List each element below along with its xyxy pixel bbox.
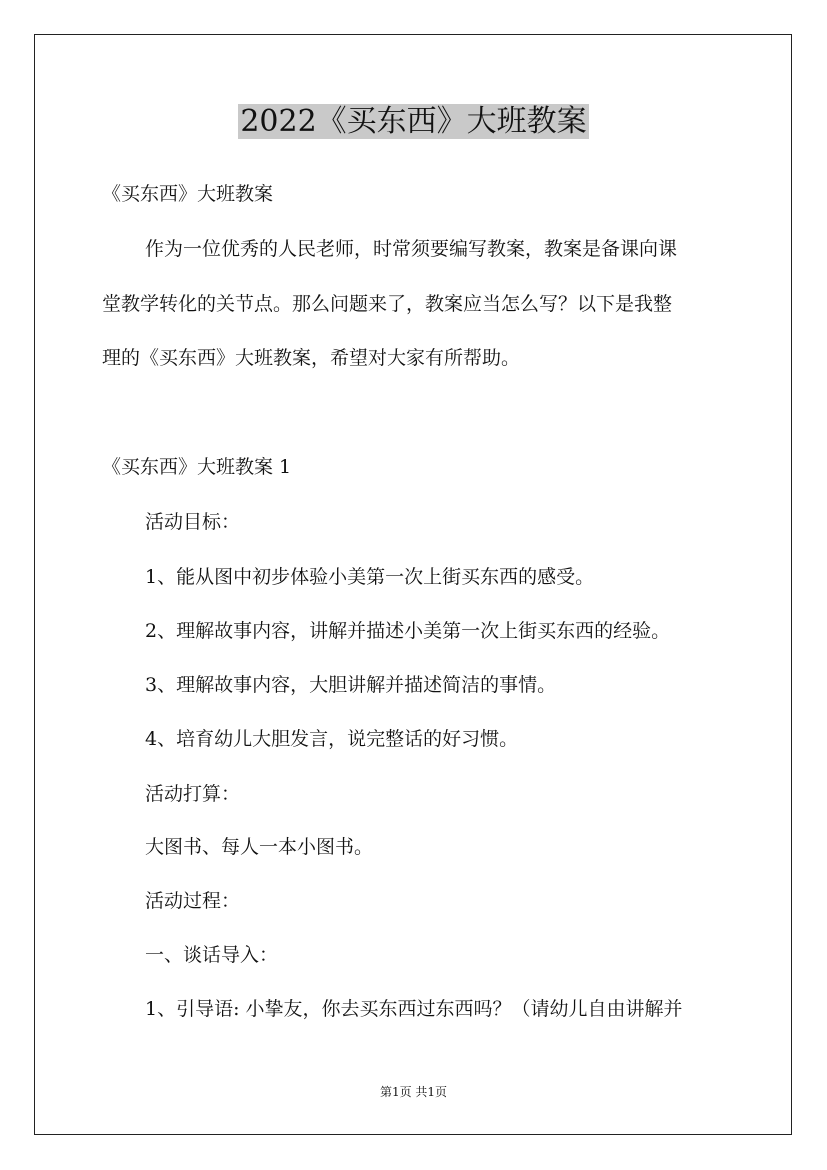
step1-label: 一、谈话导入： (145, 944, 279, 966)
step1-text: 1、引导语: 小挚友，你去买东西过东西吗？（请幼儿自由讲解并 (145, 998, 683, 1020)
process-label: 活动过程： (145, 890, 241, 912)
intro-line-3: 理的《买东西》大班教案，希望对大家有所帮助。 (102, 347, 521, 369)
document-title: 2022《买东西》大班教案 (240, 104, 587, 139)
goal-item-3: 3、理解故事内容，大胆讲解并描述简洁的事情。 (145, 674, 557, 696)
goal-item-2: 2、理解故事内容，讲解并描述小美第一次上街买东西的经验。 (145, 620, 671, 642)
goal-item-1: 1、能从图中初步体验小美第一次上街买东西的感受。 (145, 566, 595, 588)
intro-line-2: 堂教学转化的关节点。那么问题来了，教案应当怎么写？以下是我整 (102, 293, 673, 315)
document-subtitle: 《买东西》大班教案 (102, 183, 274, 205)
intro-line-1: 作为一位优秀的人民老师，时常须要编写教案，教案是备课向课 (145, 238, 678, 260)
section-heading: 《买东西》大班教案 1 (102, 456, 292, 478)
page-footer: 第1页 共1页 (379, 1085, 448, 1099)
goals-label: 活动目标： (145, 511, 241, 533)
prep-text: 大图书、每人一本小图书。 (145, 836, 374, 858)
goal-item-4: 4、培育幼儿大胆发言，说完整话的好习惯。 (145, 728, 519, 750)
prep-label: 活动打算： (145, 783, 241, 805)
